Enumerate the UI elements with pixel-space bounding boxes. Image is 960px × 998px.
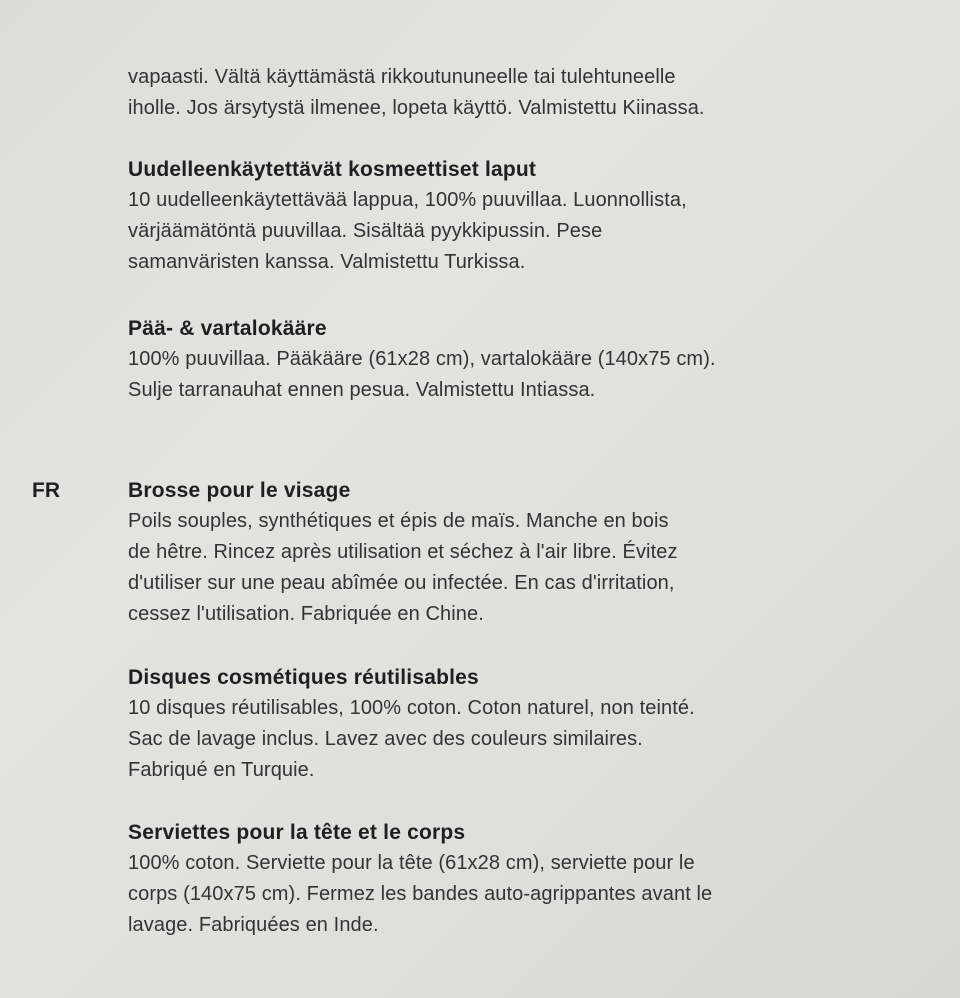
fr-brush-text	[128, 506, 928, 630]
fr-brush-line-1: Poils souples, synthétiques et épis de maïs. Manche en bois	[128, 510, 669, 532]
fr-pads-heading: Disques cosmétiques réutilisables	[128, 666, 479, 689]
fr-pads-text	[128, 693, 928, 786]
fr-brush-line-2: de hêtre. Rincez après utilisation et séchez à l'air libre. Évitez	[128, 541, 678, 563]
fi-intro-line-2: iholle. Jos ärsytystä ilmenee, lopeta käyttö. Valmistettu Kiinassa.	[128, 97, 705, 119]
fi-pads-section	[128, 155, 928, 278]
fi-towels-section	[128, 314, 928, 406]
fr-towels-line-3: lavage. Fabriquées en Inde.	[128, 914, 379, 936]
fr-towels-line-1: 100% coton. Serviette pour la tête (61x28 cm), serviette pour le	[128, 852, 695, 874]
fi-intro-text	[128, 62, 928, 124]
fi-pads-line-2: värjäämätöntä puuvillaa. Sisältää pyykkipussin. Pese	[128, 220, 603, 242]
fi-intro-section	[128, 62, 928, 124]
fi-pads-text	[128, 185, 928, 278]
fi-towels-line-2: Sulje tarranauhat ennen pesua. Valmistettu Intiassa.	[128, 379, 596, 401]
fr-towels-section	[128, 818, 928, 941]
fr-pads-section	[128, 663, 928, 786]
fr-pads-line-1: 10 disques réutilisables, 100% coton. Coton naturel, non teinté.	[128, 697, 695, 719]
fr-brush-heading: Brosse pour le visage	[128, 479, 351, 502]
fi-towels-line-1: 100% puuvillaa. Pääkääre (61x28 cm), vartalokääre (140x75 cm).	[128, 348, 716, 370]
fi-pads-line-1: 10 uudelleenkäytettävää lappua, 100% puuvillaa. Luonnollista,	[128, 189, 687, 211]
fi-intro-line-1: vapaasti. Vältä käyttämästä rikkoutununeelle tai tulehtuneelle	[128, 66, 676, 88]
fr-towels-text	[128, 848, 928, 941]
fr-brush-line-3: d'utiliser sur une peau abîmée ou infectée. En cas d'irritation,	[128, 572, 675, 594]
fr-towels-line-2: corps (140x75 cm). Fermez les bandes auto-agrippantes avant le	[128, 883, 713, 905]
fr-towels-heading: Serviettes pour la tête et le corps	[128, 821, 466, 844]
fr-brush-line-4: cessez l'utilisation. Fabriquée en Chine.	[128, 603, 484, 625]
fr-brush-section	[128, 476, 928, 630]
fr-pads-line-3: Fabriqué en Turquie.	[128, 759, 315, 781]
fi-pads-line-3: samanväristen kanssa. Valmistettu Turkissa.	[128, 251, 526, 273]
fi-towels-heading: Pää- & vartalokääre	[128, 317, 327, 340]
fi-towels-text	[128, 344, 928, 406]
fr-pads-line-2: Sac de lavage inclus. Lavez avec des couleurs similaires.	[128, 728, 643, 750]
fr-language-label: FR	[32, 479, 60, 502]
fi-pads-heading: Uudelleenkäytettävät kosmeettiset laput	[128, 158, 537, 181]
